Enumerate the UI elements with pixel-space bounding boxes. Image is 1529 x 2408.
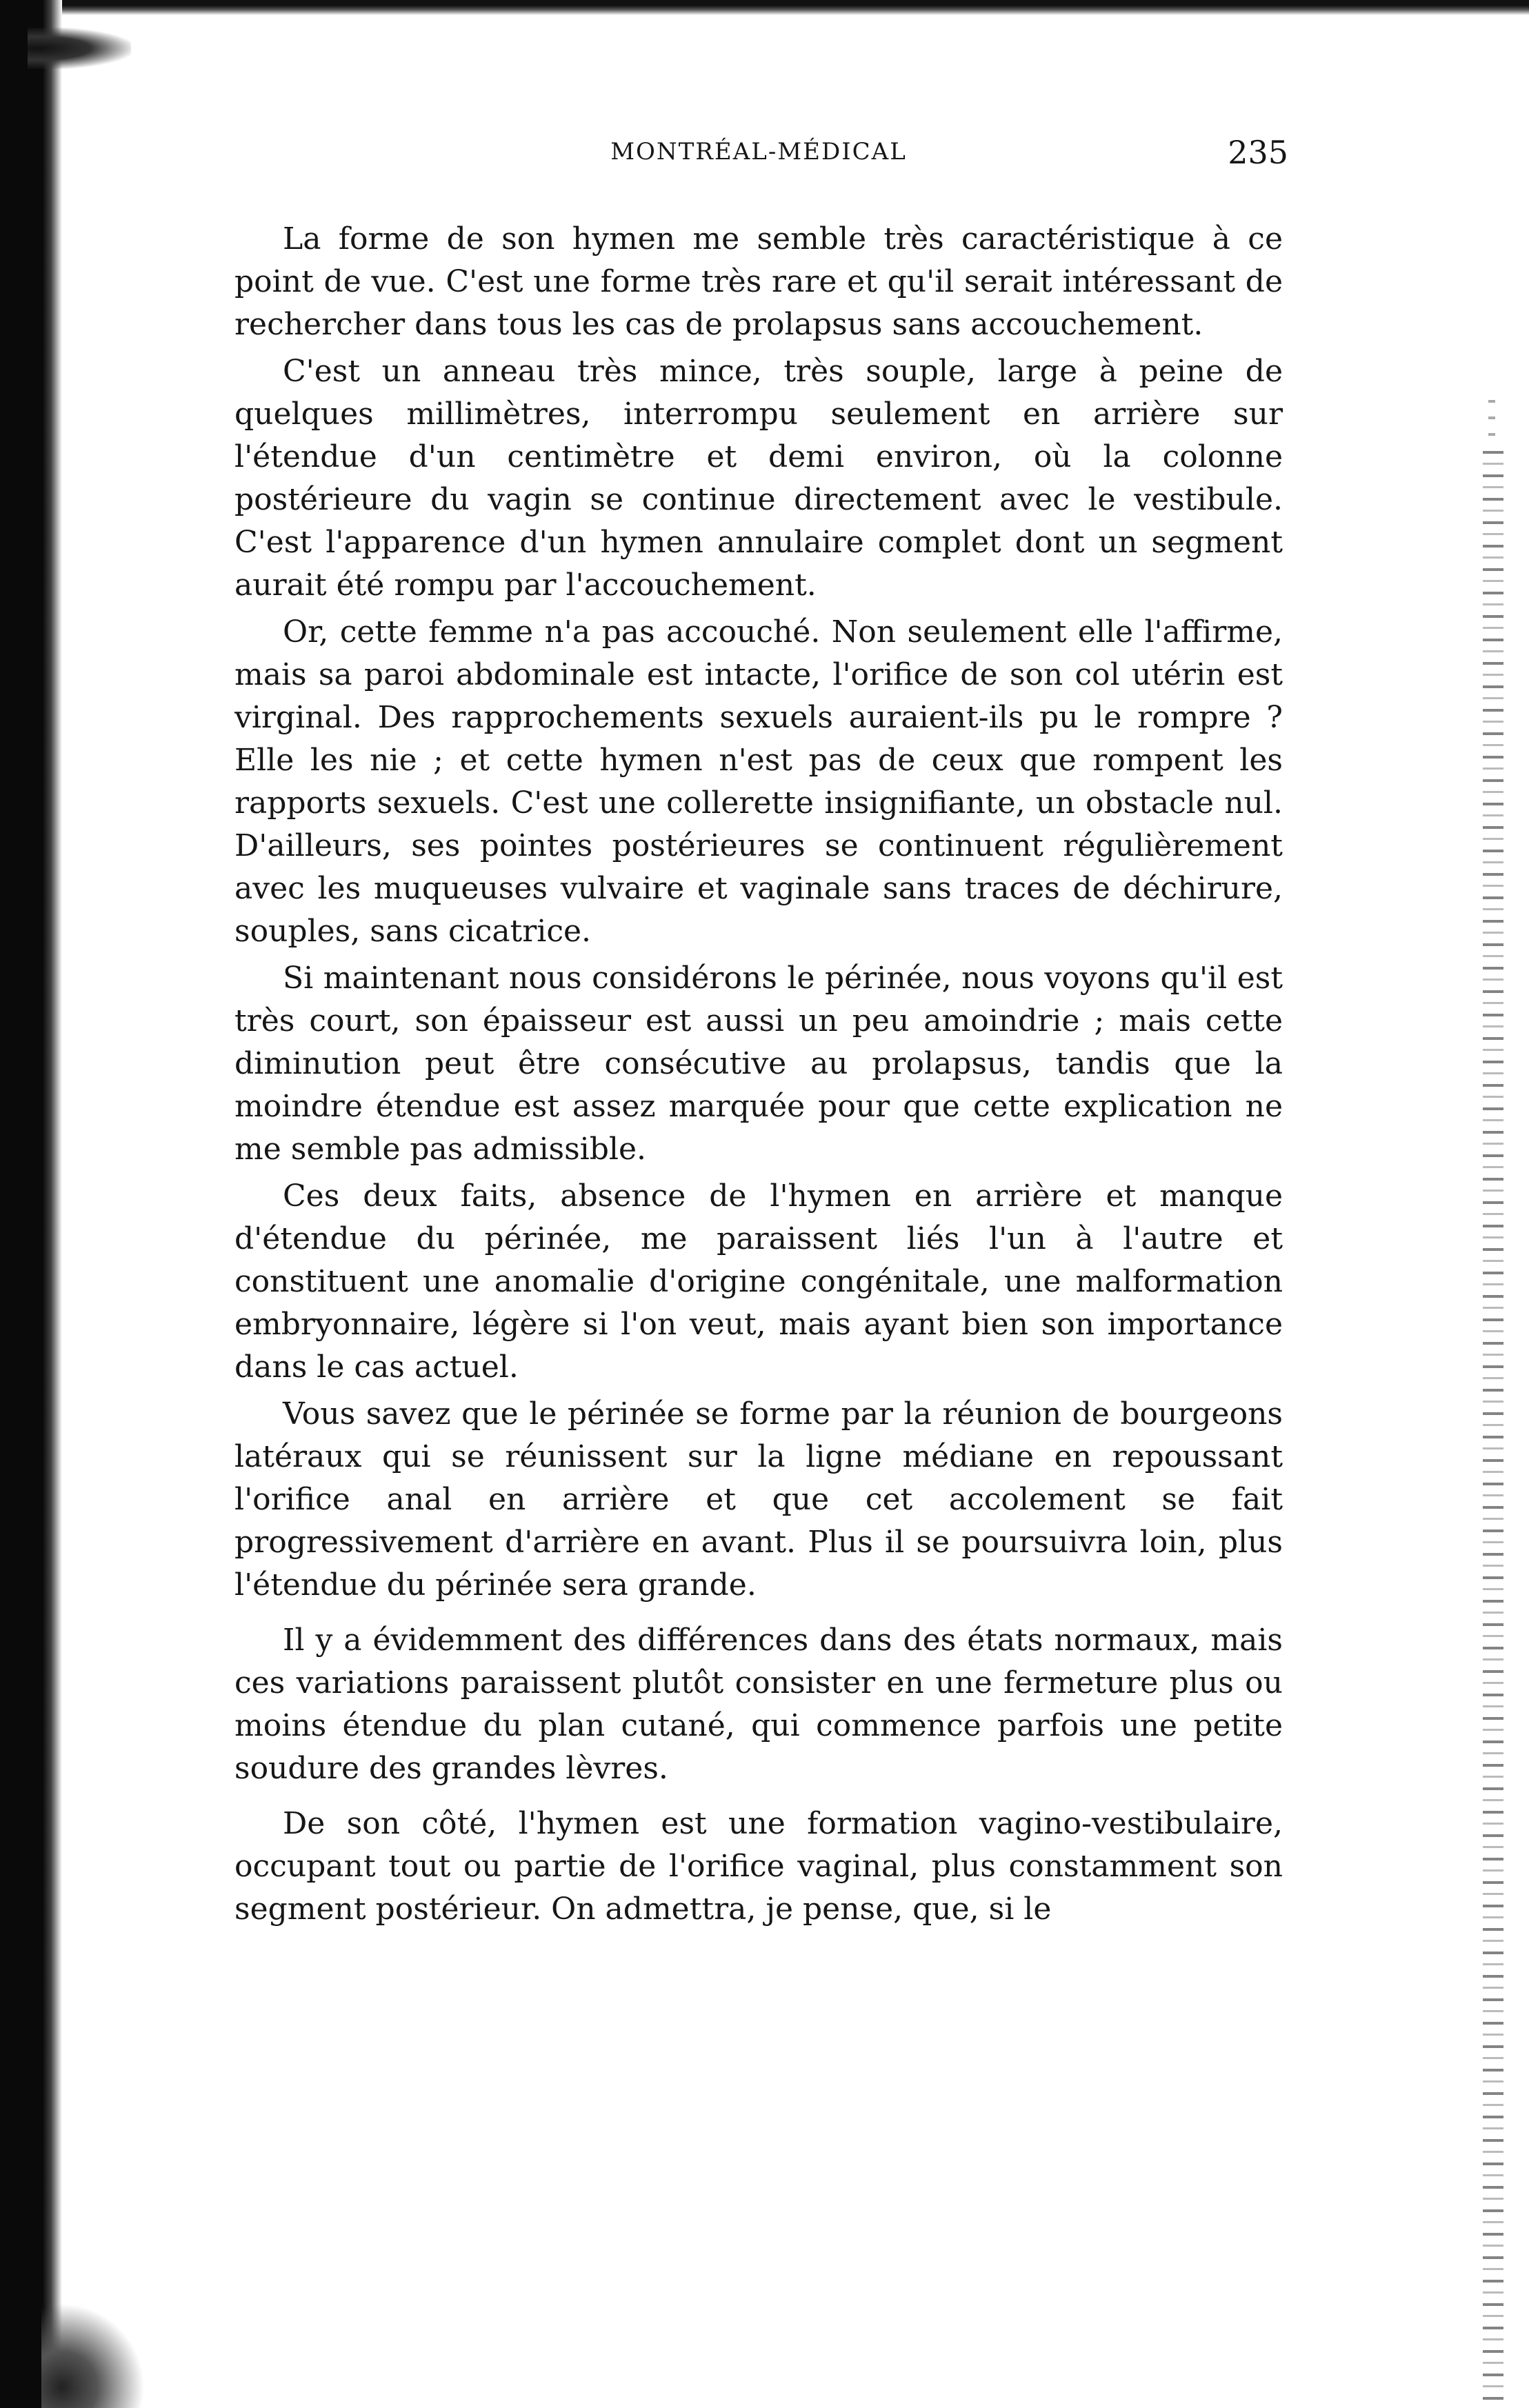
paragraph: Si maintenant nous considérons le périnée, nous voyons qu'il est très court, son épaisseur est aussi un peu amoindrie ; mais cette diminution peut être consécutive au prolapsus, tandis que la moindre étendue est assez marquée pour que cette explication ne me semble pas admissible. [234,961,1283,1167]
scan-left-edge [0,0,62,2408]
running-title: MONTRÉAL-MÉDICAL [610,138,907,165]
body-text [234,218,1283,1931]
scan-right-edge-marks [1483,441,1503,2408]
paragraph: La forme de son hymen me semble très caractéristique à ce point de vue. C'est une forme très rare et qu'il serait intéressant de rechercher dans tous les cas de prolapsus sans accouchement. [234,221,1283,342]
paragraph: C'est un anneau très mince, très souple, large à peine de quelques millimètres, interrompu seulement en arrière sur l'étendue d'un centimètre et demi environ, où la colonne postérieure du vagin se continue directement avec le vestibule. C'est l'apparence d'un hymen annulaire complet dont un segment aurait été rompu par l'accouchement. [234,354,1283,603]
paragraph: Vous savez que le périnée se forme par la réunion de bourgeons latéraux qui se réunissent sur la ligne médiane en repoussant l'orifice anal en arrière et que cet accolement se fait progressivement d'arrière en avant. Plus il se poursuivra loin, plus l'étendue du périnée sera grande. [234,1396,1283,1603]
paragraph: Il y a évidemment des différences dans des états normaux, mais ces variations paraissent plutôt consister en une fermeture plus ou moins étendue du plan cutané, qui commence parfois une petite soudure des grandes lèvres. [234,1623,1283,1786]
paragraph: De son côté, l'hymen est une formation vagino-vestibulaire, occupant tout ou partie de l'orifice vaginal, plus constamment son segment postérieur. On admettra, je pense, que, si le [234,1806,1283,1927]
paragraph: Ces deux faits, absence de l'hymen en arrière et manque d'étendue du périnée, me paraissent liés l'un à l'autre et constituent une anomalie d'origine congénitale, une malformation embryonnaire, légère si l'on veut, mais ayant bien son importance dans le cas actuel. [234,1178,1283,1385]
scan-bottom-blot [41,2303,145,2408]
scan-top-edge [41,0,1529,15]
document-page [234,134,1288,1935]
page-number: 235 [1228,134,1288,171]
scan-corner-blot [28,28,131,69]
scan-right-edge-marks [1488,386,1495,441]
paragraph: Or, cette femme n'a pas accouché. Non seulement elle l'affirme, mais sa paroi abdominale est intacte, l'orifice de son col utérin est virginal. Des rapprochements sexuels auraient-ils pu le rompre ? Elle les nie ; et cette hymen n'est pas de ceux que rompent les rapports sexuels. C'est une collerette insignifiante, un obstacle nul. D'ailleurs, ses pointes postérieures se continuent régulièrement avec les muqueuses vulvaire et vaginale sans traces de déchirure, souples, sans cicatrice. [234,614,1283,949]
running-head [234,134,1288,186]
